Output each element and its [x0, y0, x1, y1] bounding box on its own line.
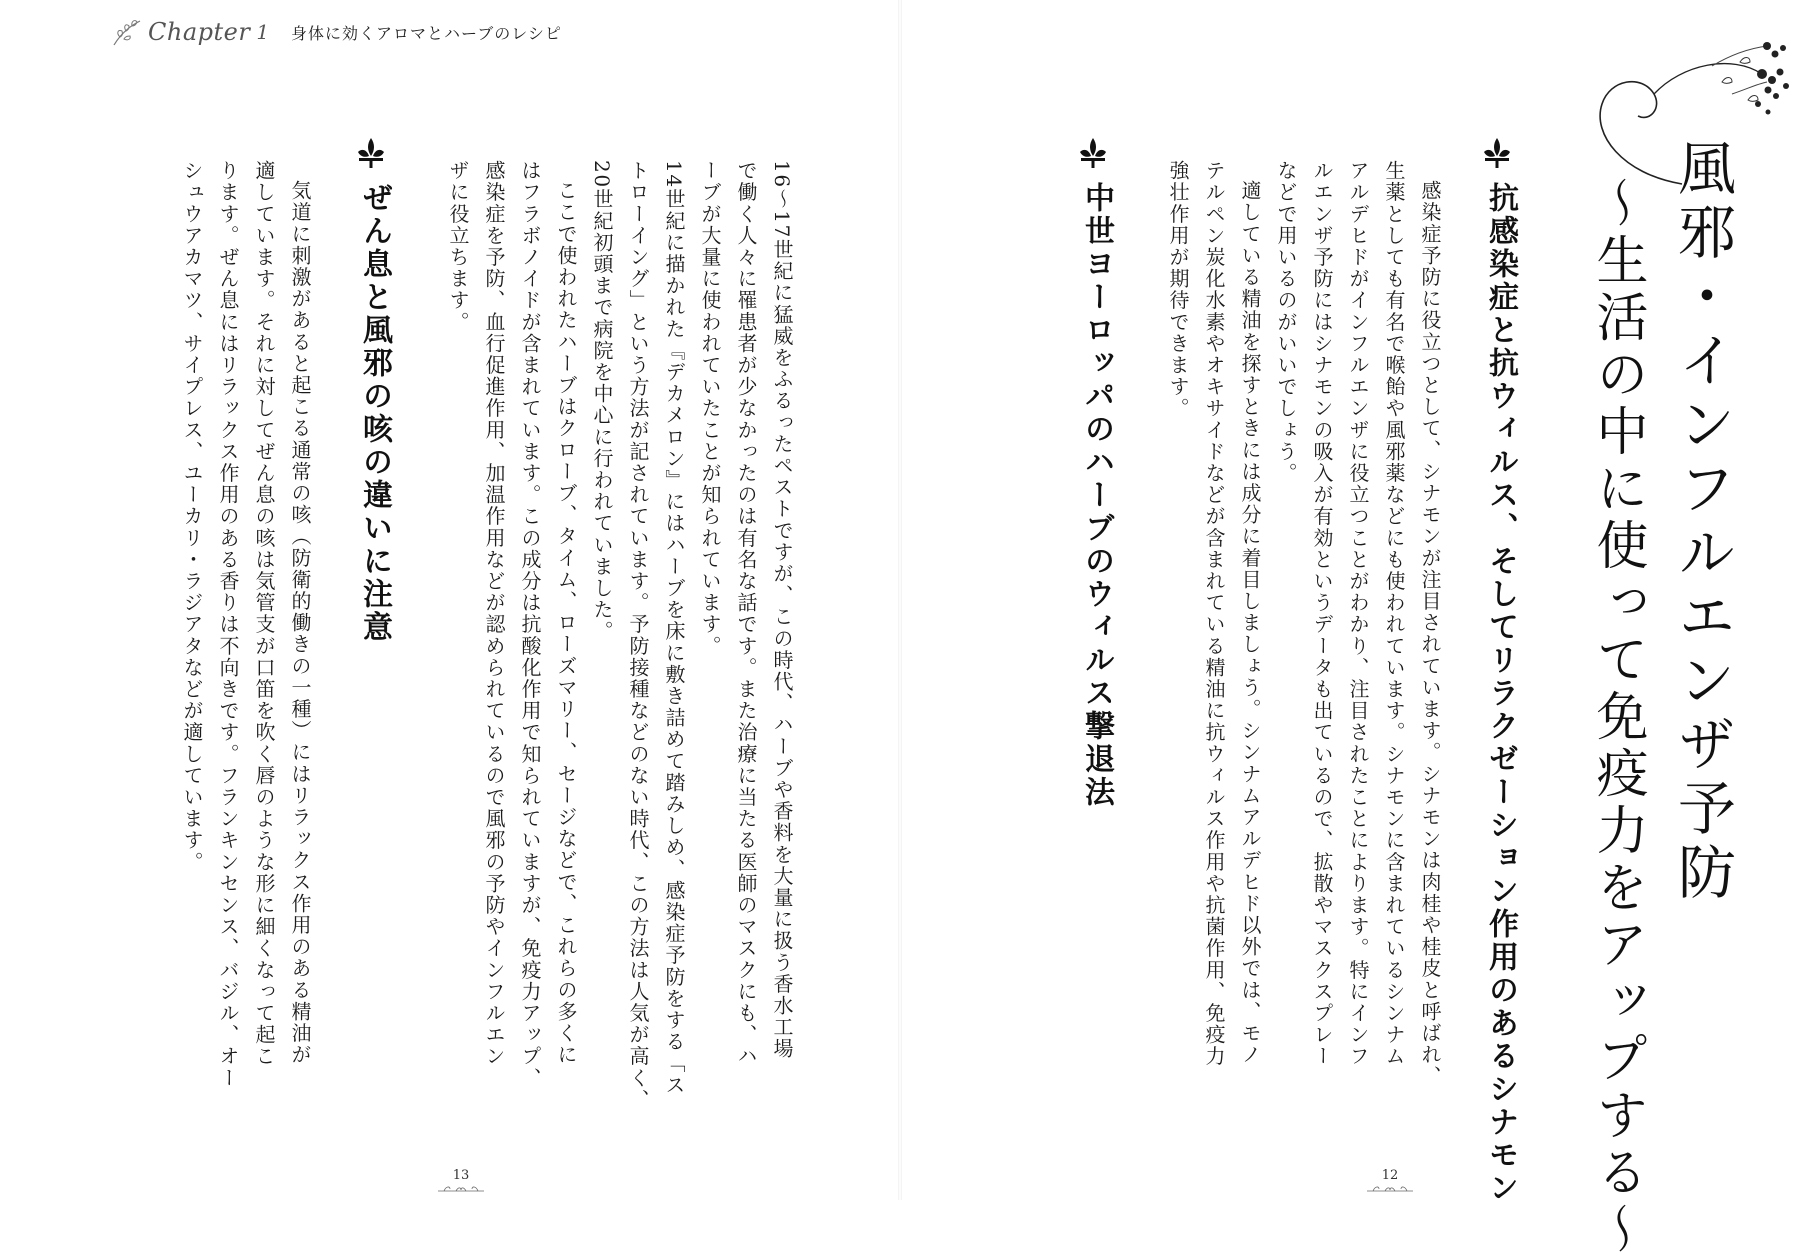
body-line: 適しています。それに対してぜん息の咳は気管支が口笛を吹く唇のような形に細くなって起こ	[252, 160, 276, 1068]
running-header	[110, 12, 562, 52]
body-line: シュウアカマツ、サイプレス、ユーカリ・ラジアタなどが適しています。	[180, 160, 204, 873]
body-line: 16～17世紀に猛威をふるったペストですが、この時代、ハーブや香料を大量に扱う香水工場	[770, 160, 794, 1060]
leaf-ornament-icon	[1365, 1183, 1415, 1195]
body-line: トローイング」という方法が記されています。予防接種などのない時代、この方法は人気が高く、	[626, 160, 650, 1111]
body-line: ここで使われたハーブはクローブ、タイム、ローズマリー、セージなどで、これらの多くに	[554, 180, 578, 1066]
chapter-number: 1	[256, 20, 270, 44]
main-subtitle: ～生活の中に使って免疫力をアップする～	[1587, 176, 1647, 1259]
body-line: 気道に刺激があると起こる通常の咳（防衛的働きの一種）にはリラックス作用のある精油が	[288, 180, 312, 1066]
body-line: テルペン炭化水素やオキサイドなどが含まれている精油に抗ウィルス作用や抗菌作用、免疫力	[1202, 160, 1226, 1068]
page-number: 12	[1381, 1168, 1399, 1183]
body-line: 生薬としても有名で喉飴や風邪薬などにも使われています。シナモンに含まれているシンナム	[1382, 160, 1406, 1068]
body-line: アルデヒドがインフルエンザに役立つことがわかり、注目されたことによります。特にインフ	[1346, 160, 1370, 1068]
chapter-title: 身体に効くアロマとハーブのレシピ	[291, 23, 562, 43]
body-line: 感染症予防に役立つとして、シナモンが注目されています。シナモンは肉桂や桂皮と呼ばれ、	[1418, 180, 1442, 1088]
section-heading-cinnamon: 抗感染症と抗ウィルス、そしてリラクゼーション作用のあるシナモン	[1483, 182, 1518, 1205]
body-line: ります。ぜん息にはリラックス作用のある香りは不向きです。フランキンセンス、バジル、オー	[216, 160, 240, 1089]
page-number: 13	[452, 1168, 470, 1183]
body-line: ルエンザ予防にはシナモンの吸入が有効というデータも出ているので、拡散やマスクスプレー	[1310, 160, 1334, 1068]
body-line: 20世紀初頭まで病院を中心に行われていました。	[590, 160, 614, 643]
body-line: ザに役立ちます。	[446, 160, 470, 333]
chapter-label: Chapter	[148, 18, 251, 46]
fleur-de-lis-icon	[1076, 136, 1110, 170]
section-heading-asthma: ぜん息と風邪の咳の違いに注意	[357, 182, 392, 644]
page-number-right	[1360, 1168, 1420, 1198]
leaf-ornament-icon	[436, 1183, 486, 1195]
fleur-de-lis-icon	[1480, 136, 1514, 170]
body-line: 感染症を予防、血行促進作用、加温作用などが認められているので風邪の予防やインフルエン	[482, 160, 506, 1068]
body-line: で働く人々に罹患者が少なかったのは有名な話です。また治療に当たる医師のマスクにも、ハ	[734, 160, 758, 1068]
section-heading-medieval: 中世ヨーロッパのハーブのウィルス撃退法	[1079, 182, 1114, 809]
body-line: ーブが大量に使われていたことが知られています。	[698, 160, 722, 657]
fleur-de-lis-icon	[354, 136, 388, 170]
page-number-left	[431, 1168, 491, 1198]
main-title: 風邪・インフルエンザ予防	[1668, 138, 1736, 906]
book-gutter	[898, 0, 902, 1200]
body-line: などで用いるのがいいでしょう。	[1274, 160, 1298, 484]
body-line: 14世紀に描かれた『デカメロン』にはハーブを床に敷き詰めて踏みしめ、感染症予防をする「ス	[662, 160, 686, 1096]
body-line: 強壮作用が期待できます。	[1166, 160, 1190, 420]
body-line: はフラボノイドが含まれています。この成分は抗酸化作用で知られていますが、免疫力アップ、	[518, 160, 542, 1089]
body-line: 適している精油を探すときには成分に着目しましょう。シンナムアルデヒド以外では、モノ	[1238, 180, 1262, 1066]
leaf-ornament-icon	[110, 15, 144, 49]
